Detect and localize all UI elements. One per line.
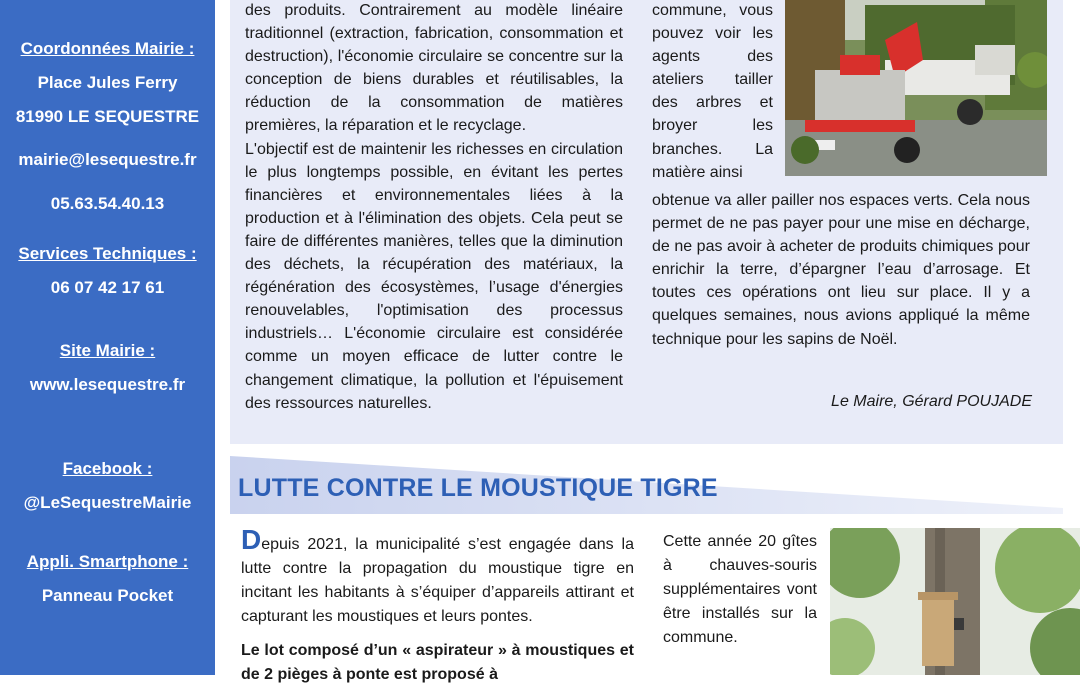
drop-cap: D — [241, 524, 262, 555]
app-heading: Appli. Smartphone : — [26, 552, 189, 571]
bat-house-photo — [830, 528, 1080, 675]
address-line-1: Place Jules Ferry — [37, 73, 178, 92]
site-heading: Site Mairie : — [59, 341, 156, 360]
coord-heading: Coordonnées Mairie : — [20, 39, 195, 58]
shredder-photo — [785, 0, 1047, 176]
facebook-heading: Facebook : — [62, 459, 153, 478]
bat-houses-text: Cette année 20 gîtes à chauves-souris supplémentaires vont être installés sur la commune. — [663, 533, 817, 646]
address-line-2: 81990 LE SEQUESTRE — [15, 107, 200, 126]
contact-sidebar — [0, 0, 215, 675]
tiger-article-column — [241, 524, 634, 697]
app-name: Panneau Pocket — [41, 586, 174, 605]
services-heading: Services Techniques : — [18, 244, 197, 263]
email-link[interactable]: mairie@lesequestre.fr — [18, 150, 197, 169]
tiger-paragraph-2 — [241, 639, 634, 687]
editorial-signature: Le Maire, Gérard POUJADE — [831, 393, 1032, 410]
tiger-mosquito-heading: LUTTE CONTRE LE MOUSTIQUE TIGRE — [238, 474, 718, 502]
editorial-column-2-bottom: obtenue va aller pailler nos espaces verts. Cela nous permet de ne pas payer pour une mise en décharge, de ne pas avoir à acheter de produits chimiques pour enrichir la terre, d’épargner l’eau d’arrosage. Et toutes ces opérations ont lieu sur place. Il y a quelques semaines, nous avions appliqué la même technique pour les sapins de Noël. — [652, 192, 1030, 348]
phone-number: 05.63.54.40.13 — [50, 194, 165, 213]
editorial-paragraph: des produits. Contrairement au modèle linéaire traditionnel (extraction, fabrication, consommation et destruction), l'économie circulaire se concentre sur la conception de biens durables et réutilisables, la réduction de la consommation de matières premières, la réparation et le recyclage. — [245, 2, 623, 135]
editorial-paragraph: L'objectif est de maintenir les richesses en circulation le plus longtemps possible, en évitant les pertes financières et environnementales liées à la production et à l'élimination des objets. Cela peut se faire de différentes manières, telles que la diminution des déchets, la récupération des matériaux, la régénération des écosystèmes, l’usage d'énergies renouvelables, l'optimisation des processus industriels… L'économie circulaire est considérée comme un moyen efficace de lutter contre le changement climatique, la pollution et l'épuisement des ressources naturelles. — [245, 140, 623, 412]
facebook-link[interactable]: @LeSequestreMairie — [23, 493, 192, 512]
editorial-column-1 — [245, 0, 623, 415]
site-link[interactable]: www.lesequestre.fr — [29, 375, 186, 394]
tiger-paragraph-1-text: epuis 2021, la municipalité s’est engagée dans la lutte contre la propagation du moustique tigre en incitant les habitants à s’équiper d’appareils attirant et capturant les moustiques et leurs pontes. — [241, 536, 634, 625]
tiger-paragraph-1 — [241, 524, 634, 629]
services-phone: 06 07 42 17 61 — [50, 278, 165, 297]
editorial-column-2-top: commune, vous pouvez voir les agents des ateliers tailler des arbres et broyer les branches. La matière ainsi — [652, 2, 773, 181]
tiger-paragraph-2-bold: Le lot composé d’un « aspirateur » à moustiques et de 2 pièges à ponte est proposé à — [241, 642, 634, 683]
